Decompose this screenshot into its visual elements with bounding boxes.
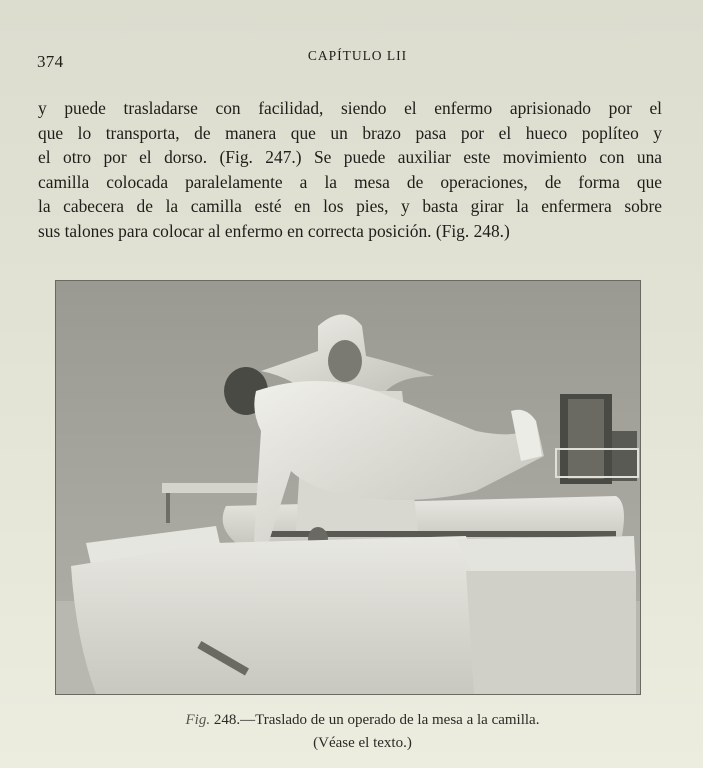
page-number: 374 — [37, 52, 64, 71]
text-line: la cabecera de la camilla esté en los pies, y basta girar la enfermera sobre — [38, 196, 662, 216]
caption-text: —Traslado de un operado de la mesa a la camilla. — [240, 712, 540, 728]
figure-label: Fig. — [185, 712, 211, 728]
operating-table — [71, 536, 476, 694]
text-line: camilla colocada paralelamente a la mesa de operaciones, de forma que — [38, 171, 662, 192]
text-line: el otro por el dorso. (Fig. 247.) Se puede auxiliar este movimiento con una — [38, 147, 662, 167]
text-line: que lo transporta, de manera que un brazo pasa por el hueco poplíteo y — [38, 122, 662, 143]
figure-number: 248. — [213, 712, 241, 728]
photo-illustration — [56, 281, 640, 694]
text-line: y puede trasladarse con facilidad, siendo el enfermo aprisionado por el — [38, 98, 662, 118]
nurse-face — [328, 340, 362, 382]
body-paragraph — [38, 96, 662, 243]
figure-photograph — [56, 281, 640, 694]
running-head: CAPÍTULO LII — [307, 48, 408, 63]
caption-note: (Véase el texto.) — [313, 735, 412, 751]
figure-caption — [0, 712, 703, 729]
text-line: sus talones para colocar al enfermo en correcta posición. (Fig. 248.) — [38, 220, 510, 241]
